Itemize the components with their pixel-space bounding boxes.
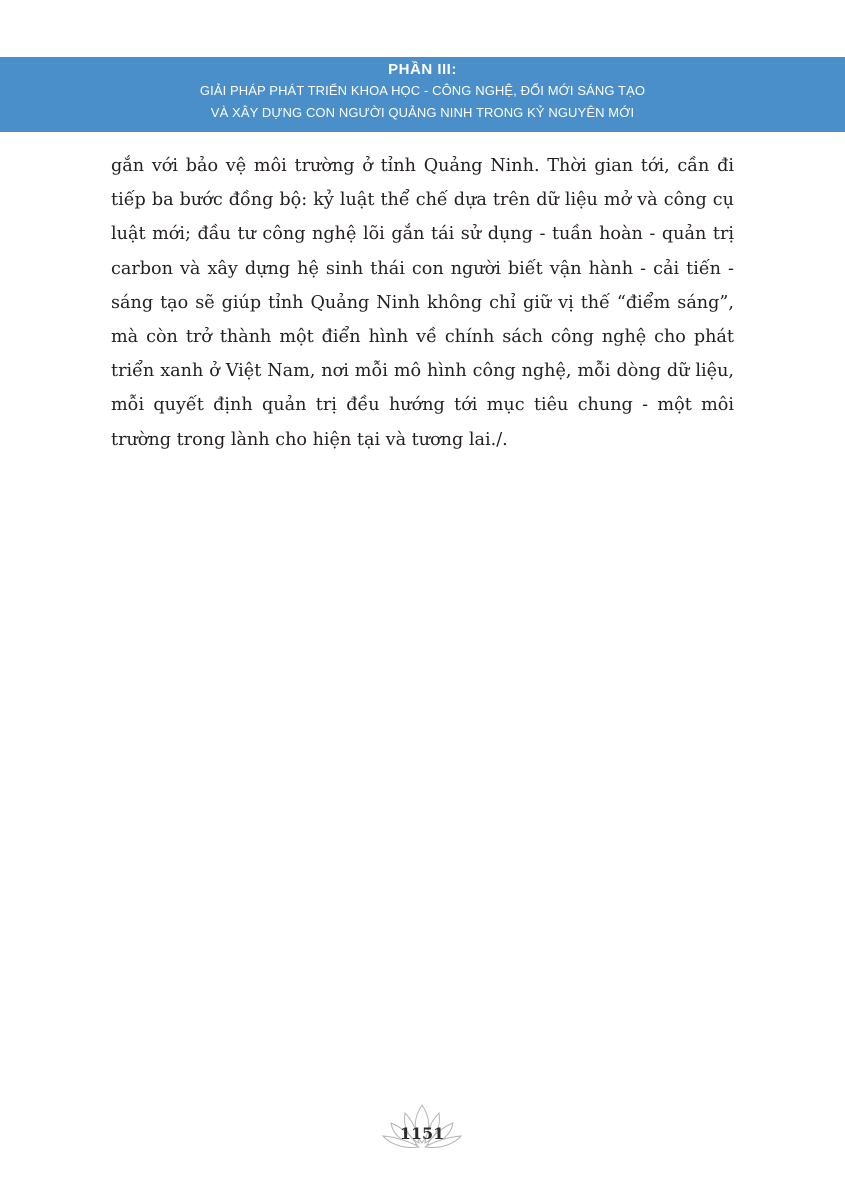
part-subtitle-line-2: VÀ XÂY DỰNG CON NGƯỜI QUẢNG NINH TRONG KỶ NGUYÊN MỚI (210, 105, 635, 120)
body-text (111, 149, 734, 457)
part-title: PHẦN III: (388, 61, 457, 78)
page-footer (381, 1103, 463, 1155)
part-subtitle-line-1: GIẢI PHÁP PHÁT TRIỂN KHOA HỌC - CÔNG NGHỆ, ĐỔI MỚI SÁNG TẠO (199, 83, 646, 98)
body-paragraph: gắn với bảo vệ môi trường ở tỉnh Quảng Ninh. Thời gian tới, cần đi tiếp ba bước đồng bộ: kỷ luật thể chế dựa trên dữ liệu mở và công cụ luật mới; đầu tư công nghệ lõi gắn tái sử dụng - tuần hoàn - quản trị carbon và xây dựng hệ sinh thái con người biết vận hành - cải tiến - sáng tạo sẽ giúp tỉnh Quảng Ninh không chỉ giữ vị thế “điểm sáng”, mà còn trở thành một điển hình về chính sách công nghệ cho phát triển xanh ở Việt Nam, nơi mỗi mô hình công nghệ, mỗi dòng dữ liệu, mỗi quyết định quản trị đều hướng tới mục tiêu chung - một môi trường trong lành cho hiện tại và tương lai./. (111, 156, 734, 450)
page-number: 1151 (399, 1124, 445, 1143)
header-band (0, 57, 845, 132)
